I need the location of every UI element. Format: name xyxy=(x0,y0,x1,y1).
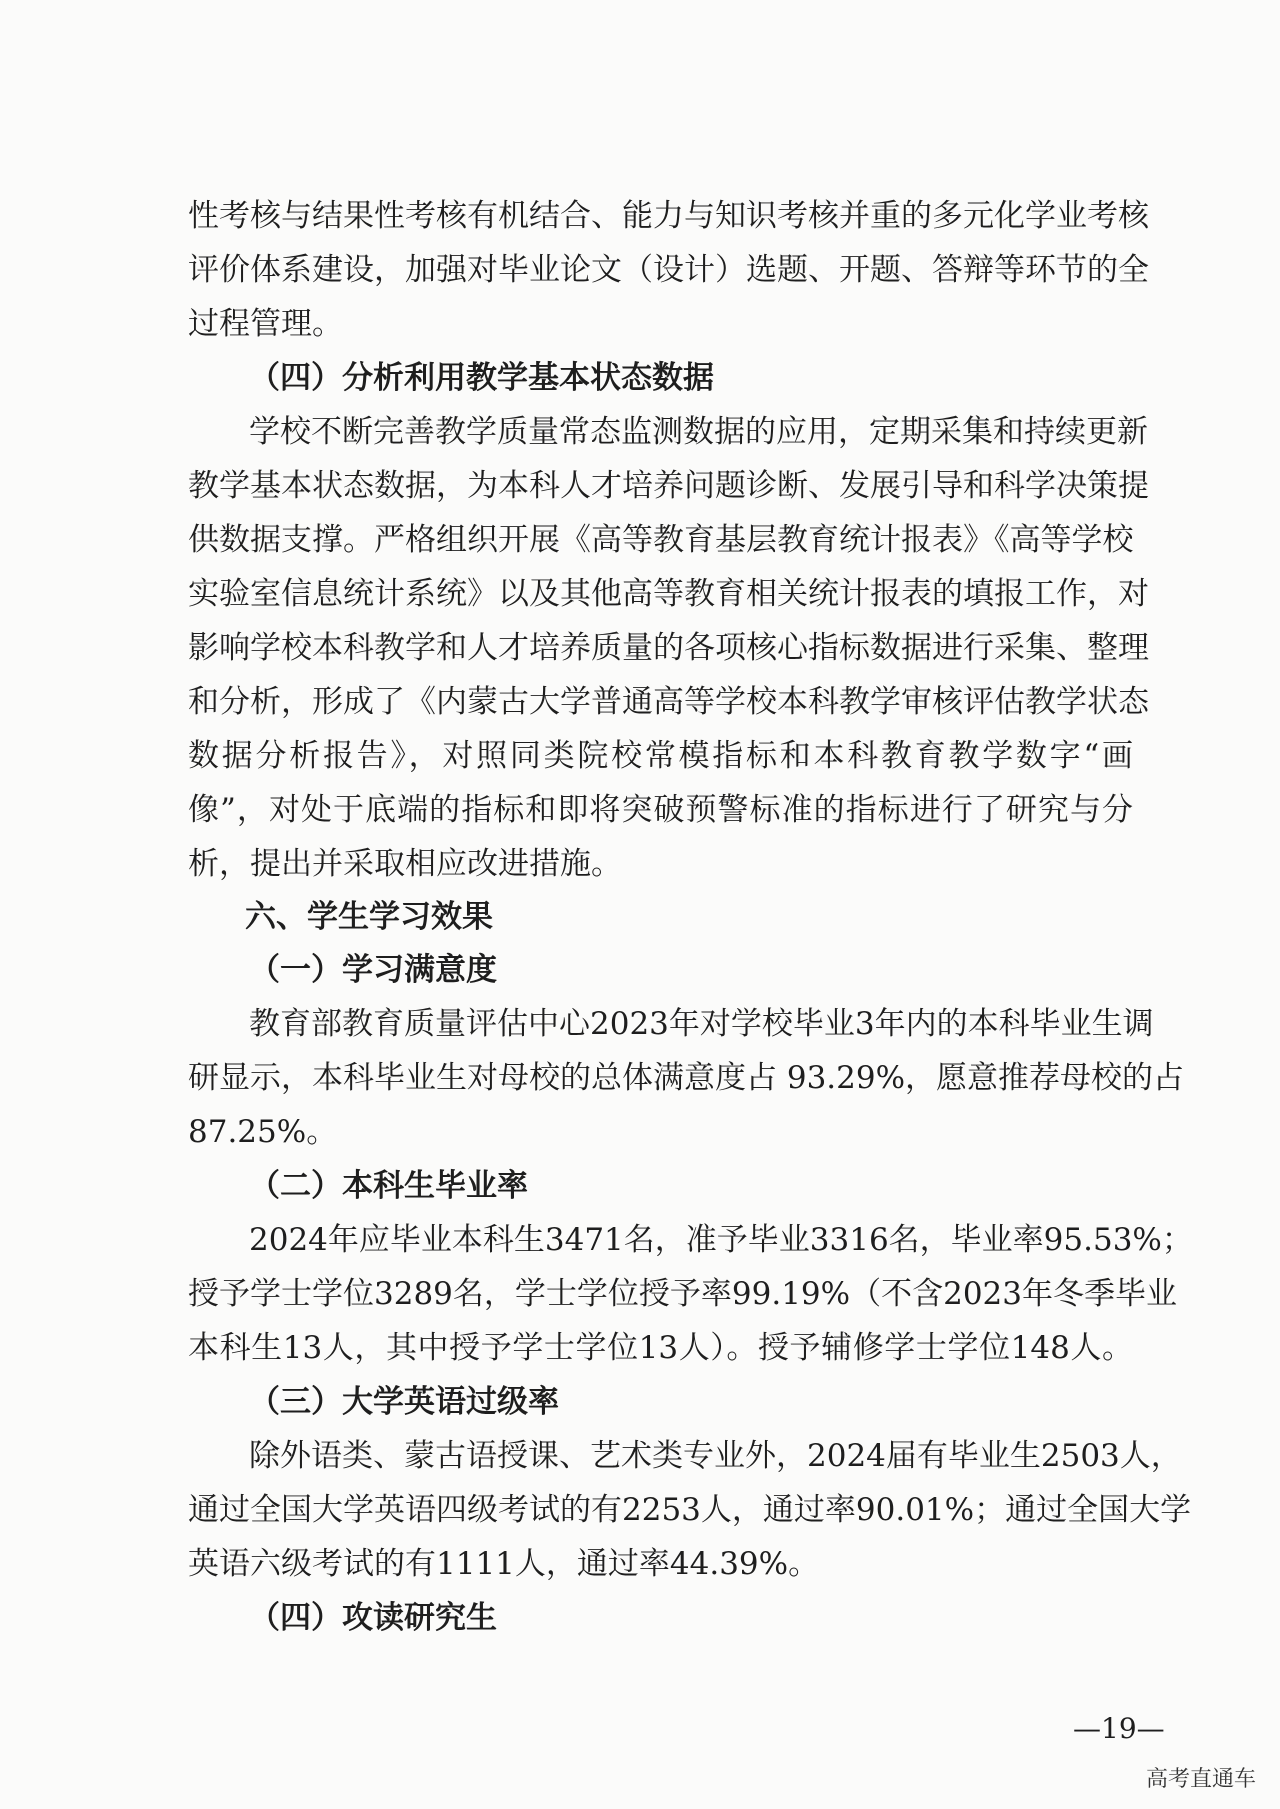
paragraph-line: 除外语类、蒙古语授课、艺术类专业外，2024届有毕业生2503人， xyxy=(249,1438,1182,1474)
paragraph-line: 英语六级考试的有1111人，通过率44.39%。 xyxy=(188,1546,820,1582)
paragraph-line: 87.25%。 xyxy=(188,1114,338,1150)
paragraph-line: 研显示，本科毕业生对母校的总体满意度占 93.29%，愿意推荐母校的占 xyxy=(188,1060,1185,1096)
section-heading: （四）分析利用教学基本状态数据 xyxy=(249,360,714,396)
paragraph-line: 教学基本状态数据，为本科人才培养问题诊断、发展引导和科学决策提 xyxy=(188,468,1149,504)
paragraph-line: 像”，对处于底端的指标和即将突破预警标准的指标进行了研究与分 xyxy=(188,792,1133,828)
paragraph-line: 实验室信息统计系统》以及其他高等教育相关统计报表的填报工作，对 xyxy=(188,576,1149,612)
paragraph-line: 学校不断完善教学质量常态监测数据的应用，定期采集和持续更新 xyxy=(249,414,1148,450)
paragraph-line: 性考核与结果性考核有机结合、能力与知识考核并重的多元化学业考核 xyxy=(188,198,1149,234)
paragraph-line: 供数据支撑。严格组织开展《高等教育基层教育统计报表》《高等学校 xyxy=(188,522,1134,558)
watermark-text: 高考直通车 xyxy=(1146,1767,1257,1792)
section-heading: （一）学习满意度 xyxy=(249,952,497,988)
paragraph-line: 评价体系建设，加强对毕业论文（设计）选题、开题、答辩等环节的全 xyxy=(188,252,1149,288)
paragraph-line: 本科生13人，其中授予学士学位13人）。授予辅修学士学位148人。 xyxy=(188,1330,1133,1366)
paragraph-line: 和分析，形成了《内蒙古大学普通高等学校本科教学审核评估教学状态 xyxy=(188,684,1149,720)
paragraph-line: 授予学士学位3289名，学士学位授予率99.19%（不含2023年冬季毕业 xyxy=(188,1276,1177,1312)
paragraph-line: 2024年应毕业本科生3471名，准予毕业3316名，毕业率95.53%； xyxy=(249,1222,1193,1258)
chapter-heading: 六、学生学习效果 xyxy=(245,899,493,935)
paragraph-line: 影响学校本科教学和人才培养质量的各项核心指标数据进行采集、整理 xyxy=(188,630,1149,666)
paragraph-line: 教育部教育质量评估中心2023年对学校毕业3年内的本科毕业生调 xyxy=(249,1006,1154,1042)
paragraph-line: 过程管理。 xyxy=(188,306,343,342)
paragraph-line: 析，提出并采取相应改进措施。 xyxy=(188,846,622,882)
page-number: —19— xyxy=(1073,1712,1165,1745)
section-heading: （三）大学英语过级率 xyxy=(249,1384,559,1420)
paragraph-line: 数据分析报告》，对照同类院校常模指标和本科教育教学数字“画 xyxy=(188,738,1133,774)
section-heading: （四）攻读研究生 xyxy=(249,1600,497,1636)
paragraph-line: 通过全国大学英语四级考试的有2253人，通过率90.01%；通过全国大学 xyxy=(188,1492,1192,1528)
section-heading: （二）本科生毕业率 xyxy=(249,1168,528,1204)
